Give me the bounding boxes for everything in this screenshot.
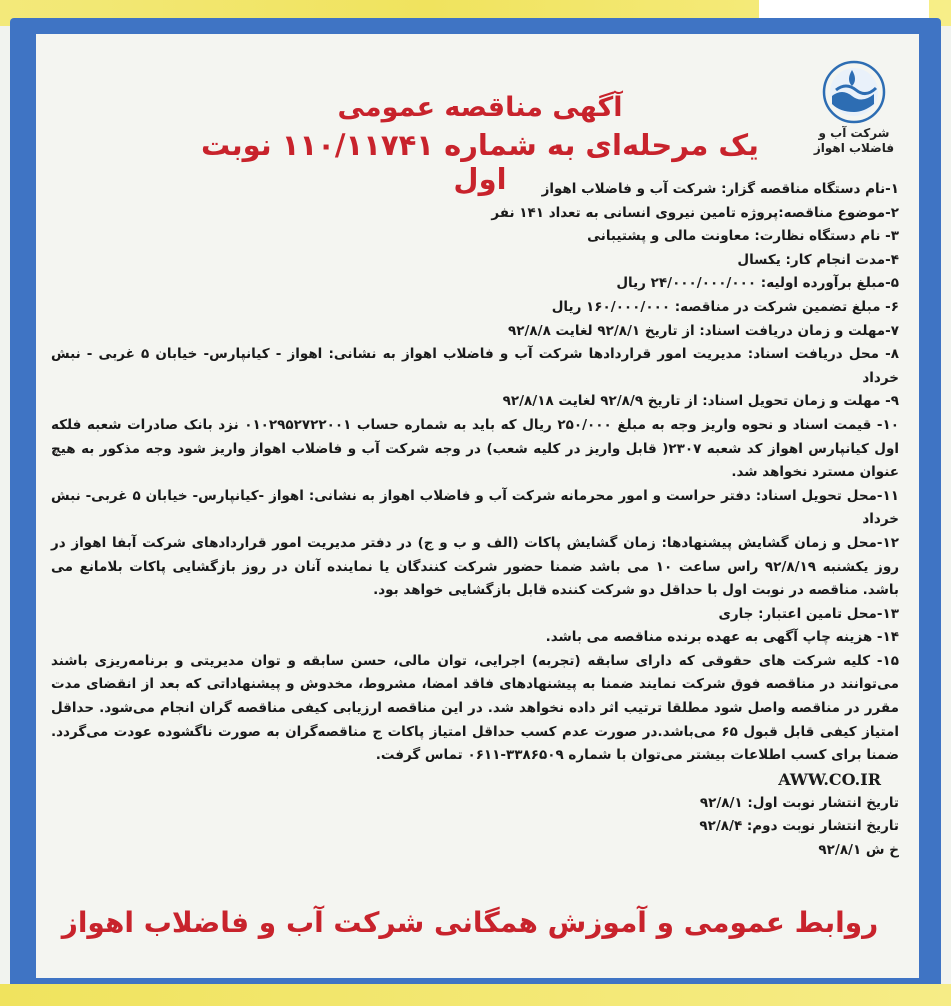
company-name: شرکت آب و فاضلاب اهواز bbox=[813, 126, 895, 155]
list-item: ۹- مهلت و زمان تحویل اسناد: از تاریخ ۹۲/۸/۹ لغایت ۹۲/۸/۱۸ bbox=[502, 393, 899, 410]
list-item: ۸- محل دریافت اسناد: مدیریت امور قراردادها شرکت آب و فاضلاب اهواز به نشانی: اهواز - کیانپارس- خیابان ۵ غربی - نبش خرداد bbox=[51, 346, 899, 386]
website-row bbox=[51, 768, 899, 792]
company-logo bbox=[809, 60, 899, 180]
ad-subtitle: یک مرحله‌ای به شماره ۱۱۰/۱۱۷۴۱ نوبت اول bbox=[201, 128, 759, 196]
list-item: ۱۱-محل تحویل اسناد: دفتر حراست و امور محرمانه شرکت آب و فاضلاب اهواز به نشانی: اهواز -کیانپارس- خیابان ۵ غربی- نبش خرداد bbox=[51, 487, 899, 528]
ad-code: خ ش ۹۲/۸/۱ bbox=[818, 842, 899, 859]
list-item: ۶- مبلغ تضمین شرکت در مناقصه: ۱۶۰/۰۰۰/۰۰۰ ریال bbox=[551, 298, 899, 315]
list-item: ۱۵- کلیه شرکت های حقوقی که دارای سابقه (تجربه) اجرایی، توان مالی، حسن سابقه و توان مدیریتی و برنامه‌ریزی باشند می‌توانند در مناقصه فوق شرکت نمایند ضمنا به پیشنهادهای فاقد امضا، مشروط، مخدوش و پیشنهاداتی که بعد از انقضای مدت مقرر در مناقصه واصل شود مطلقا ترتیب اثر داده نخواهد شد. در این مناقصه ارزیابی کیفی مناقصه گران انجام می‌شود. حداقل امتیاز کیفی قابل قبول ۶۵ می‌باشد.در صورت عدم کسب حداقل امتیاز پاکات ج مناقصه‌گران به صورت ناگشوده عودت می‌گردد. ضمنا برای کسب اطلاعات بیشتر می‌توان با شماره ۳۳۸۶۵۰۹-۰۶۱۱ تماس گرفت. bbox=[51, 652, 899, 764]
water-drop-logo-icon bbox=[822, 60, 886, 124]
ad-body bbox=[51, 178, 899, 863]
list-item: ۳- نام دستگاه نظارت: معاونت مالی و پشتیبانی bbox=[587, 228, 899, 245]
list-item: ۱۴- هزینه چاپ آگهی به عهده برنده مناقصه می باشد. bbox=[545, 629, 899, 646]
first-publish-date: تاریخ انتشار نوبت اول: ۹۲/۸/۱ bbox=[699, 794, 899, 811]
list-item: ۲-موضوع مناقصه:پروژه تامین نیروی انسانی به تعداد ۱۴۱ نفر bbox=[491, 204, 899, 221]
list-item: ۷-مهلت و زمان دریافت اسناد: از تاریخ ۹۲/۸/۱ لغایت ۹۲/۸/۸ bbox=[507, 322, 899, 339]
list-item: ۱۰- قیمت اسناد و نحوه واریز وجه به مبلغ ۲۵۰/۰۰۰ ریال که باید به شماره حساب ۰۱۰۲۹۵۲۷۲۲۰۰۱ نزد بانک صادرات شعبه فلکه اول کیانپارس اهواز کد شعبه ۲۳۰۷( قابل واریز در کلیه شعب) در وجه شرکت آب و فاضلاب اهواز واریز شود وجه مذکور به هیچ عنوان مسترد نخواهد شد. bbox=[51, 416, 900, 481]
website-link[interactable]: AWW.CO.IR bbox=[778, 769, 881, 789]
list-item: ۴-مدت انجام کار: یکسال bbox=[737, 251, 899, 268]
list-item: ۱-نام دستگاه مناقصه گزار: شرکت آب و فاضلاب اهواز bbox=[541, 181, 899, 197]
list-item: ۱۳-محل تامین اعتبار: جاری bbox=[718, 605, 899, 622]
list-item: ۱۲-محل و زمان گشایش پیشنهادها: زمان گشایش پاکات (الف و ب و ج) در دفتر مدیریت امور قراردادهای شرکت آبفا اهواز در روز یکشنبه ۹۲/۸/۱۹ راس ساعت ۱۰ می باشد ضمنا حضور شرکت کنندگان یا نماینده آنان در روز بازگشایی پاکات بلامانع می باشد. مناقصه در نوبت اول با حداقل دو شرکت کننده قابل بازگشایی خواهد بود. bbox=[51, 534, 899, 599]
list-item: ۵-مبلغ برآورده اولیه: ۲۴/۰۰۰/۰۰۰/۰۰۰ ریال bbox=[616, 275, 899, 292]
second-publish-date: تاریخ انتشار نوبت دوم: ۹۲/۸/۴ bbox=[699, 818, 899, 835]
footer-public-relations: روابط عمومی و آموزش همگانی شرکت آب و فاضلاب اهواز bbox=[61, 906, 879, 939]
ad-title: آگهی مناقصه عمومی bbox=[337, 92, 623, 123]
frame-yellow-bottom bbox=[0, 984, 951, 1006]
publish-dates bbox=[51, 792, 899, 863]
